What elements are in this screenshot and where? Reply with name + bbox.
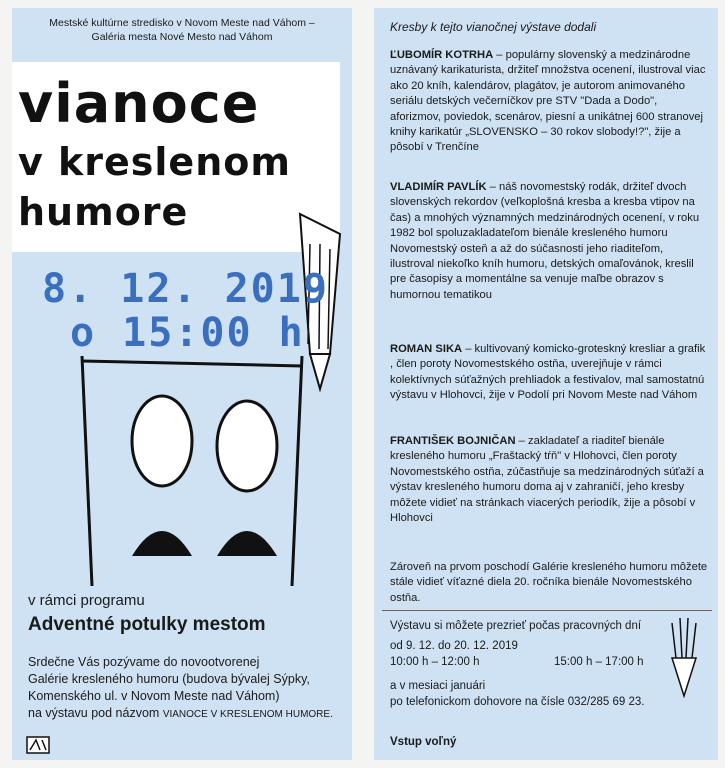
pencil-icon <box>664 618 704 698</box>
invitation <box>28 654 348 723</box>
event-date: 8. 12. 2019 <box>42 266 329 312</box>
right-panel <box>374 8 718 760</box>
title-line-3: humore <box>18 190 189 234</box>
artist-bio <box>390 48 710 156</box>
artist-text: – náš novomestský rodák, držiteľ dvoch slovenských rekordov (veľkoplošná kresba a kresba vtipov na čas) a mnohých významných medzinárodných ocenení, v roku 1982 bol spoluzakladateľom bienále kresleného humoru Novomestský osteň a až do súčasnosti jeho riaditeľom, ilustroval niekoľko kníh humoru, detských omaľovánok, kreslil pre časopisy a momentálne sa venuje maľbe obrazov s humornou tematikou <box>390 181 700 301</box>
gallery-logo-icon <box>26 736 50 754</box>
divider <box>382 610 712 611</box>
phone-info: po telefonickom dohovore na čísle 032/285 69 23. <box>390 696 645 708</box>
invitation-line1: Srdečne Vás pozývame do novootvorenej <box>28 655 260 669</box>
program-intro: v rámci programu <box>28 592 145 609</box>
organizer-line1: Mestské kultúrne stredisko v Novom Meste nad Váhom – <box>49 17 315 29</box>
invitation-line3: Komenského ul. v Novom Meste nad Váhom) <box>28 689 280 703</box>
free-entry: Vstup voľný <box>390 736 457 748</box>
invitation-line4: na výstavu pod názvom <box>28 706 160 720</box>
artist-name: VLADIMÍR PAVLÍK <box>390 181 487 193</box>
artist-name: ĽUBOMÍR KOTRHA <box>390 49 494 61</box>
program-name: Adventné potulky mestom <box>28 614 266 635</box>
organizer <box>12 16 352 44</box>
cartoon-illustration <box>72 356 312 586</box>
event-time: o 15:00 h <box>70 310 305 356</box>
invitation-line2: Galérie kresleného humoru (budova bývalej Sýpky, <box>28 672 310 686</box>
artist-bio <box>390 434 710 526</box>
permanent-exhibit-note: Zároveň na prvom poschodí Galérie kresleného humoru môžete stále vidieť víťazné diela 20. ročníka bienále Novomestského ostňa. <box>390 561 708 604</box>
january-info: a v mesiaci januári <box>390 680 486 692</box>
title-line-1: vianoce <box>18 72 260 135</box>
opening-date-range: od 9. 12. do 20. 12. 2019 <box>390 640 518 652</box>
artist-text: – zakladateľ a riaditeľ bienále kresleného humoru „Fraštacký tŕň" v Hlohovci, člen poroty Novomestského ostňa, zúčastňuje sa medzinárodných súťaží a výstav kresleného humoru doma aj v zahraničí, jeho kresby môžete vidieť na stránkach viacerých periodík, žije a pôsobí v Hlohovci <box>390 435 704 525</box>
title-line-2: v kreslenom <box>18 140 291 184</box>
contributors-heading: Kresby k tejto vianočnej výstave dodali <box>390 20 597 34</box>
opening-hours-afternoon: 15:00 h – 17:00 h <box>554 656 644 668</box>
artist-text: – populárny slovenský a medzinárodne uznávaný karikaturista, držiteľ množstva ocenení, ilustroval viac ako 20 kníh, kalendárov, plagátov, je autorom animovaného seriálu detských večerníčkov pre STV "Dada a Dodo", aforizmov, poviedok, scenárov, piesní a unikátnej 600 stranovej knihy karikatúr „SLOVENSKO – 30 rokov slobody!?", žije a pôsobí v Trenčíne <box>390 49 706 154</box>
opening-hours-title: Výstavu si môžete prezrieť počas pracovných dní <box>390 620 642 632</box>
left-panel <box>12 8 352 760</box>
artist-name: ROMAN SIKA <box>390 343 463 355</box>
organizer-line2: Galéria mesta Nové Mesto nad Váhom <box>91 31 273 43</box>
artist-text: – kultivovaný komicko-groteskný kresliar a grafik , člen poroty Novomestského ostňa, uverejňuje v rámci kolektívnych súťažných prehliadok a festivalov, mal samostatnú výstavu v Hlohovci, žije v Podolí pri Novom Meste nad Váhom <box>390 343 706 402</box>
artist-bio <box>390 180 710 303</box>
exhibition-name: VIANOCE V KRESLENOM HUMORE. <box>162 709 333 720</box>
artist-bio <box>390 342 710 404</box>
artist-name: FRANTIŠEK BOJNIČAN <box>390 435 516 447</box>
opening-hours-morning: 10:00 h – 12:00 h <box>390 656 480 668</box>
